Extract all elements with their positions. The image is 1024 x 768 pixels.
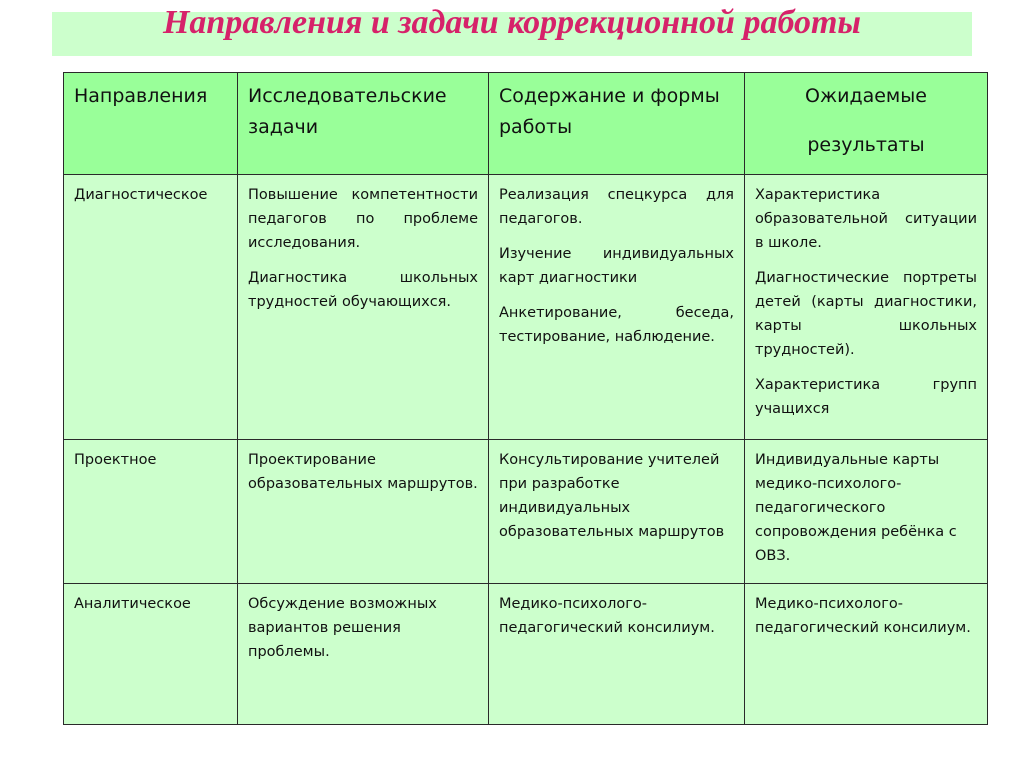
direction-cell (64, 584, 238, 725)
result-text: Индивидуальные карты медико-психолого-педагогического сопровождения ребёнка с ОВЗ. (755, 452, 957, 564)
header-cell-tasks (238, 73, 489, 175)
task-text: Обсуждение возможных вариантов решения проблемы. (248, 596, 437, 660)
content-cell (489, 584, 745, 725)
results-cell (745, 584, 988, 725)
header-cell-results (745, 73, 988, 175)
task-text: Повышение компетентности педагогов по проблеме исследования. (248, 187, 478, 251)
header-row (64, 73, 988, 175)
header-cell-directions (64, 73, 238, 175)
content-text: Анкетирование, беседа, тестирование, наблюдение. (499, 305, 734, 345)
header-directions-label: Направления (74, 85, 208, 107)
page-title: Направления и задачи коррекционной работы (162, 4, 862, 41)
direction-cell (64, 175, 238, 440)
result-text: Медико-психолого-педагогический консилиум. (755, 596, 971, 636)
header-results-line1: Ожидаемые (805, 85, 927, 107)
header-tasks-label: Исследовательские задачи (248, 85, 447, 138)
tasks-cell (238, 440, 489, 584)
content-text: Изучение индивидуальных карт диагностики (499, 246, 734, 286)
results-cell (745, 440, 988, 584)
direction-text: Проектное (74, 452, 157, 468)
table-row (64, 175, 988, 440)
content-cell (489, 440, 745, 584)
tasks-cell (238, 584, 489, 725)
content-text: Реализация спецкурса для педагогов. (499, 187, 734, 227)
header-content-label: Содержание и формы работы (499, 85, 720, 138)
result-text: Характеристика образовательной ситуации в школе. (755, 187, 977, 251)
task-text: Диагностика школьных трудностей обучающихся. (248, 270, 478, 310)
result-text: Диагностические портреты детей (карты диагностики, карты школьных трудностей). (755, 270, 977, 358)
table-row (64, 440, 988, 584)
content-text: Консультирование учителей при разработке индивидуальных образовательных маршрутов (499, 452, 725, 540)
header-results-label (745, 73, 987, 161)
content-cell (489, 175, 745, 440)
result-text: Характеристика групп учащихся (755, 377, 977, 417)
header-cell-content (489, 73, 745, 175)
direction-text: Аналитическое (74, 596, 191, 612)
content-text: Медико-психолого-педагогический консилиум. (499, 596, 715, 636)
table-row (64, 584, 988, 725)
directions-table (63, 72, 988, 725)
results-cell (745, 175, 988, 440)
direction-cell (64, 440, 238, 584)
direction-text: Диагностическое (74, 187, 208, 203)
task-text: Проектирование образовательных маршрутов. (248, 452, 478, 492)
tasks-cell (238, 175, 489, 440)
header-results-line2: результаты (807, 134, 925, 156)
